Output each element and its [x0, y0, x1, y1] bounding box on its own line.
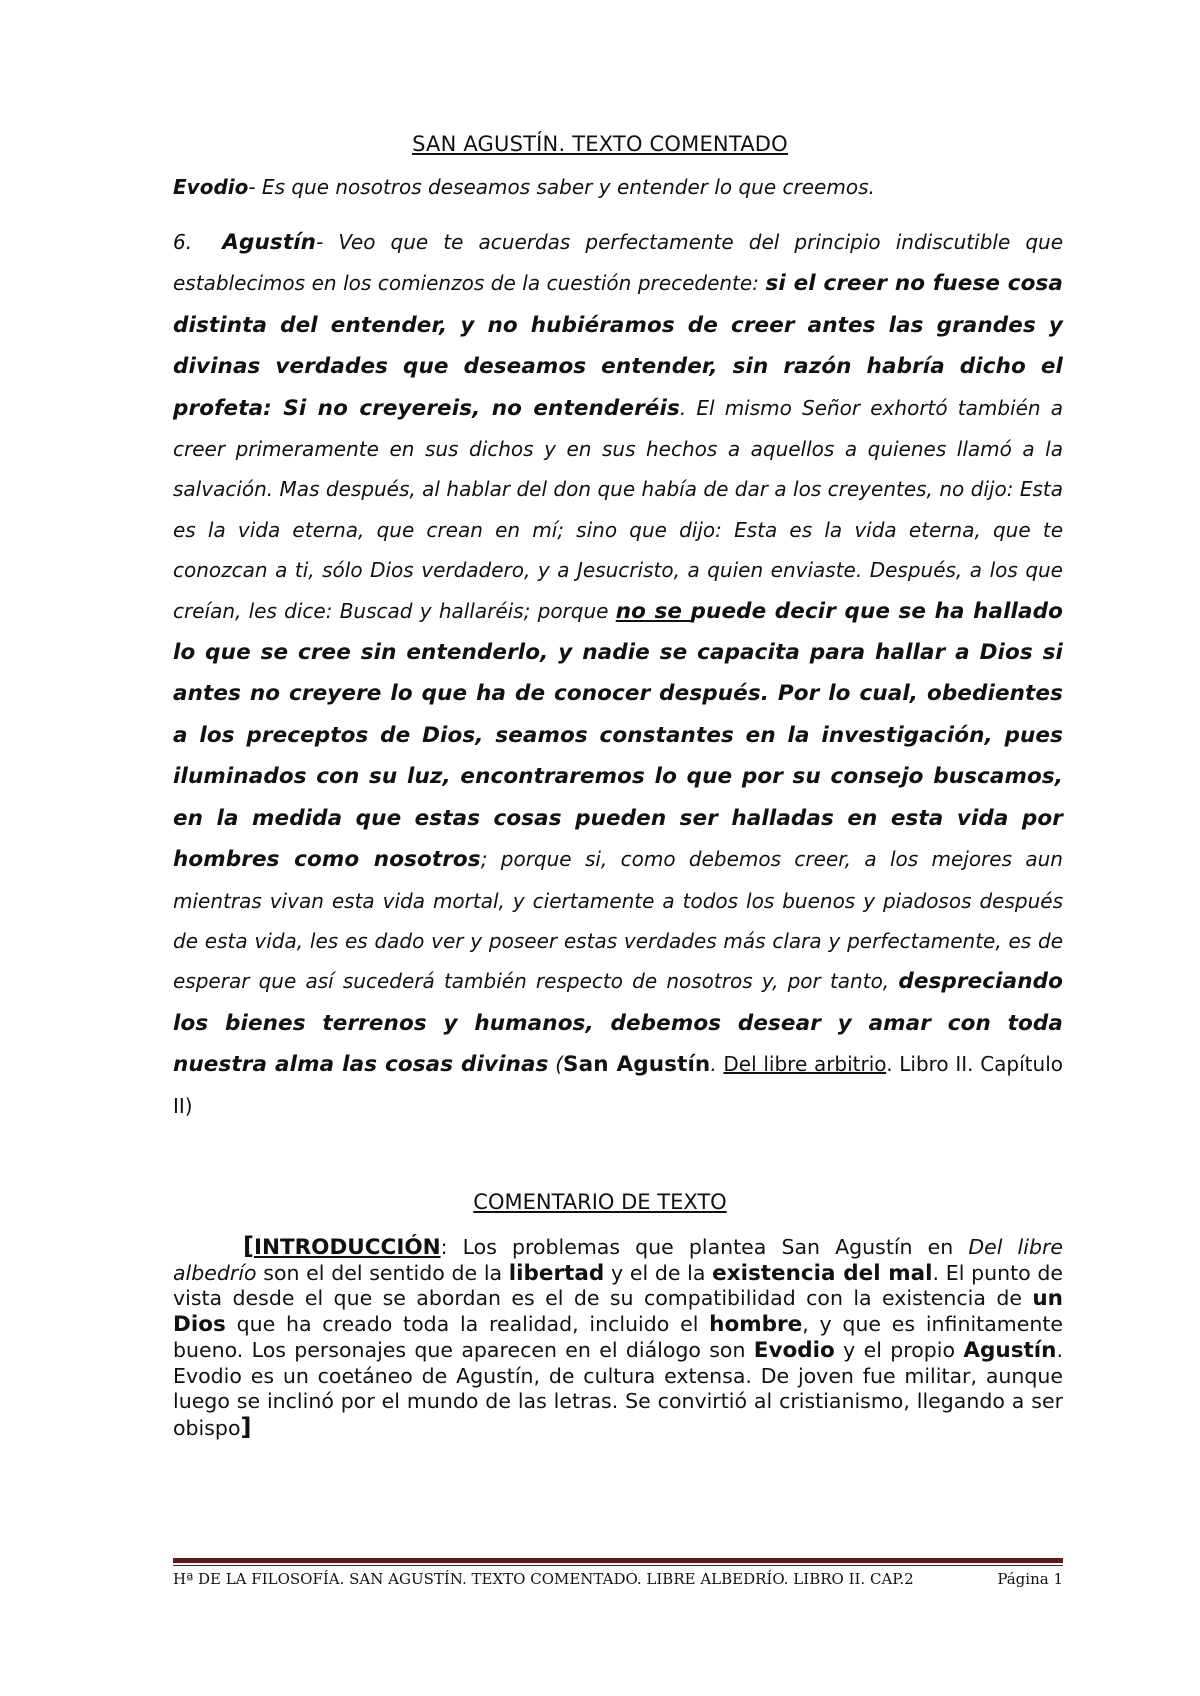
quote-text-3: ; porque si, como debemos creer, a los mejores aun mientras vivan esta vida mortal, y ciertamente a todos los buenos y piadosos después de esta vida, les es dado ver y poseer estas verdades más clara y perfectamente, es de esperar que así sucederá también respecto de nosotros y, por tanto, — [173, 847, 1063, 994]
agustin-quote — [173, 222, 1063, 1126]
intro-text-2: son el del sentido de la — [256, 1260, 509, 1285]
intro-text-7: y el propio — [834, 1337, 964, 1362]
quote-work-title: Del libre arbitrio — [723, 1052, 887, 1077]
keyword-libertad: libertad — [508, 1260, 605, 1286]
quote-speaker: Agustín — [222, 230, 317, 255]
intro-heading: INTRODUCCIÓN — [253, 1235, 441, 1260]
page-footer — [173, 1570, 1063, 1588]
intro-text-4: . El punto de vista desde el que se abordan es el de su compatibilidad con la existencia de — [173, 1260, 1063, 1311]
quote-number: 6. — [173, 230, 193, 254]
intro-work-title: Del libre albedrío — [173, 1235, 1063, 1285]
keyword-evodio: Evodio — [753, 1337, 835, 1363]
footer-rule-thin — [173, 1565, 1063, 1566]
quote-bold-3: despreciando los bienes terrenos y humanos, debemos desear y amar con toda nuestra alma las cosas divinas — [173, 969, 1063, 1078]
quote-author: San Agustín — [563, 1052, 711, 1078]
quote-bold-1: si el creer no fuese cosa distinta del entender, y no hubiéramos de creer antes las grandes y divinas verdades que deseamos entender, sin razón habría dicho el profeta: Si no creyereis, no entenderéis — [173, 271, 1063, 421]
intro-text-1: : Los problemas que plantea San Agustín en — [440, 1235, 969, 1259]
keyword-agustin: Agustín — [963, 1337, 1057, 1363]
quote-text-2: . El mismo Señor exhortó también a creer primeramente en sus dichos y en sus hechos a aquellos a quienes llamó a la salvación. Mas después, al hablar del don que había de dar a los creyentes, no dijo: Esta es la vida eterna, que crean en mí; sino que dijo: Esta es la vida eterna, que te conozcan a ti, sólo Dios verdadero, y a Jesucristo, a quien enviaste. Después, a los que creían, les dice: Buscad y hallaréis; porque — [173, 395, 1063, 623]
page-title: SAN AGUSTÍN. TEXTO COMENTADO — [412, 132, 788, 156]
bracket-close: ] — [240, 1412, 252, 1441]
quote-text-5: . — [710, 1052, 724, 1077]
footer-rule — [173, 1558, 1063, 1563]
quote-text-1: - Veo que te acuerdas perfectamente del principio indiscutible que establecimos en los comienzos de la cuestión precedente: — [173, 230, 1064, 296]
intro-text-6: , y que es infinitamente bueno. Los personajes que aparecen en el diálogo son — [173, 1312, 1063, 1362]
evodio-text: - Es que nosotros deseamos saber y entender lo que creemos. — [248, 175, 875, 199]
bracket-open: [ — [243, 1232, 254, 1260]
intro-text-3: y el de la — [604, 1260, 713, 1285]
evodio-line — [173, 172, 1063, 202]
evodio-speaker: Evodio — [173, 175, 249, 199]
section-title: COMENTARIO DE TEXTO — [473, 1190, 727, 1214]
footer-title: Hª DE LA FILOSOFÍA. SAN AGUSTÍN. TEXTO COMENTADO. LIBRE ALBEDRÍO. LIBRO II. CAP.2 — [173, 1570, 914, 1588]
keyword-dios: un Dios — [173, 1286, 1063, 1338]
quote-bold-2: puede decir que se ha hallado lo que se cree sin entenderlo, y nadie se capacita para hallar a Dios si antes no creyere lo que ha de conocer después. Por lo cual, obedientes a los preceptos de Dios, seamos constantes en la investigación, pues iluminados con su luz, encontraremos lo que por su consejo buscamos, en la medida que estas cosas pueden ser halladas en esta vida por hombres como nosotros — [173, 598, 1063, 873]
quote-text-4: ( — [548, 1052, 564, 1077]
quote-bold-underlined: no se — [615, 598, 691, 624]
quote-text-6: . Libro II. Capítulo II) — [173, 1052, 1063, 1118]
keyword-hombre: hombre — [709, 1312, 803, 1338]
intro-text-5: que ha creado toda la realidad, incluido el — [225, 1312, 710, 1337]
introduction-paragraph — [173, 1234, 1063, 1442]
page-number: Página 1 — [997, 1570, 1063, 1588]
keyword-mal: existencia del mal — [712, 1260, 933, 1286]
intro-text-8: . Evodio es un coetáneo de Agustín, de cultura extensa. De joven fue militar, aunque luego se inclinó por el mundo de las letras. Se convirtió al cristianismo, llegando a ser obispo — [173, 1337, 1063, 1440]
